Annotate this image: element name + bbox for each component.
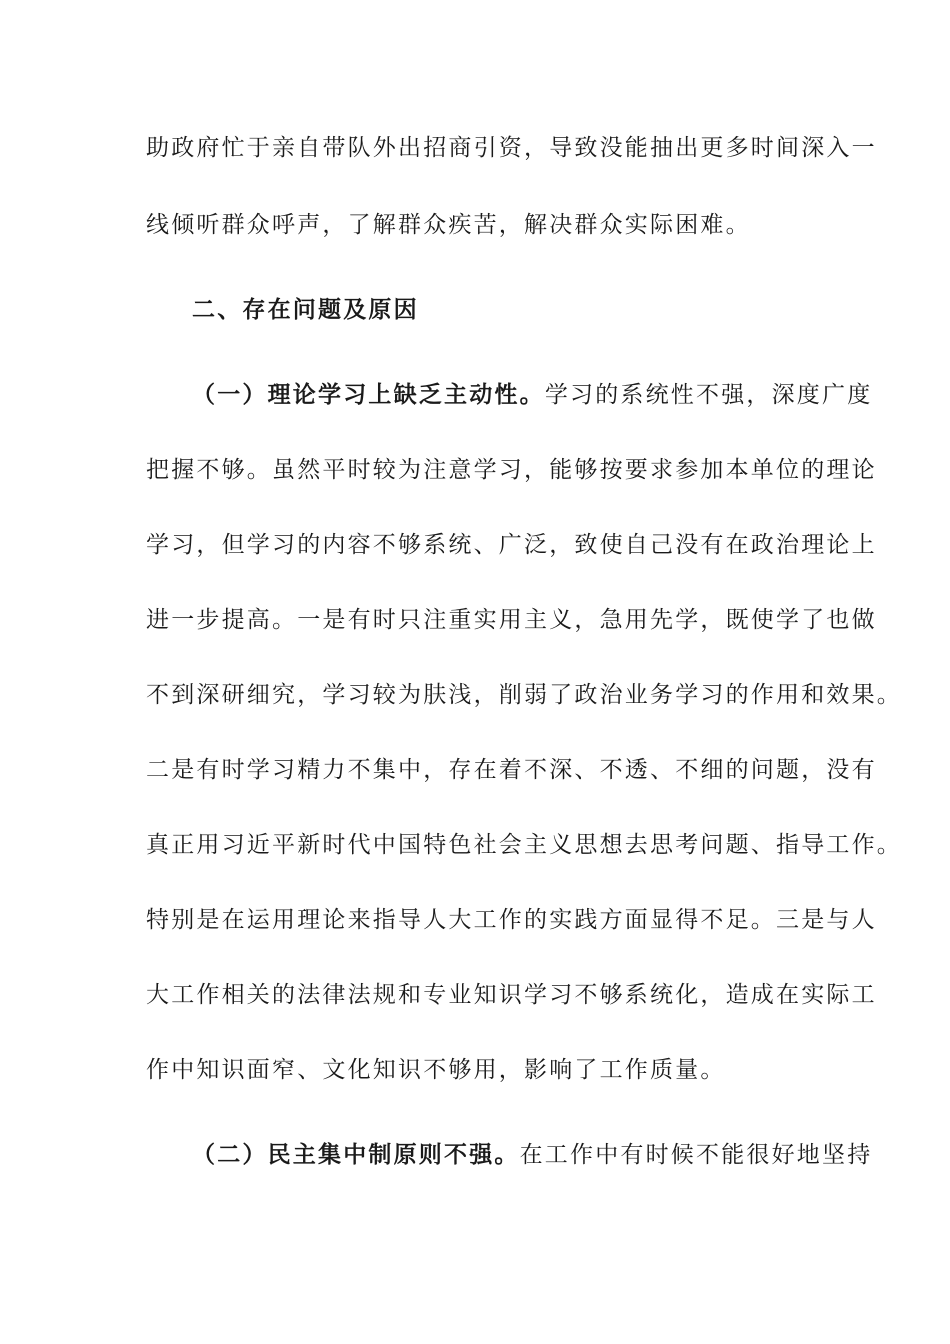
item1-heading: （一）理论学习上缺乏主动性。 <box>192 382 545 408</box>
item1-first-line-text: 学习的系统性不强，深度广度 <box>544 382 873 408</box>
item2-heading: （二）民主集中制原则不强。 <box>192 1142 520 1168</box>
body-text-line: 二是有时学习精力不集中，存在着不深、不透、不细的问题，没有 <box>146 757 877 783</box>
item2-first-line-text: 在工作中有时候不能很好地坚持 <box>519 1142 873 1168</box>
body-text-line: 把握不够。虽然平时较为注意学习，能够按要求参加本单位的理论 <box>146 457 877 483</box>
body-text-line: 线倾听群众呼声，了解群众疾苦，解决群众实际困难。 <box>146 212 751 238</box>
item2-first-line <box>192 1135 872 1175</box>
body-text-line: 特别是在运用理论来指导人大工作的实践方面显得不足。三是与人 <box>146 907 877 933</box>
body-text-line: 真正用习近平新时代中国特色社会主义思想去思考问题、指导工作。 <box>146 832 902 858</box>
body-text-line: 学习，但学习的内容不够系统、广泛，致使自己没有在政治理论上 <box>146 532 877 558</box>
body-text-line: 不到深研细究，学习较为肤浅，削弱了政治业务学习的作用和效果。 <box>146 682 902 708</box>
body-text-line: 助政府忙于亲自带队外出招商引资，导致没能抽出更多时间深入一 <box>146 135 877 161</box>
body-text-line: 作中知识面窄、文化知识不够用，影响了工作质量。 <box>146 1057 726 1083</box>
body-text-line: 进一步提高。一是有时只注重实用主义，急用先学，既使学了也做 <box>146 607 877 633</box>
item1-first-line <box>192 375 872 415</box>
section-heading: 二、存在问题及原因 <box>192 297 419 323</box>
body-text-line: 大工作相关的法律法规和专业知识学习不够系统化，造成在实际工 <box>146 982 877 1008</box>
